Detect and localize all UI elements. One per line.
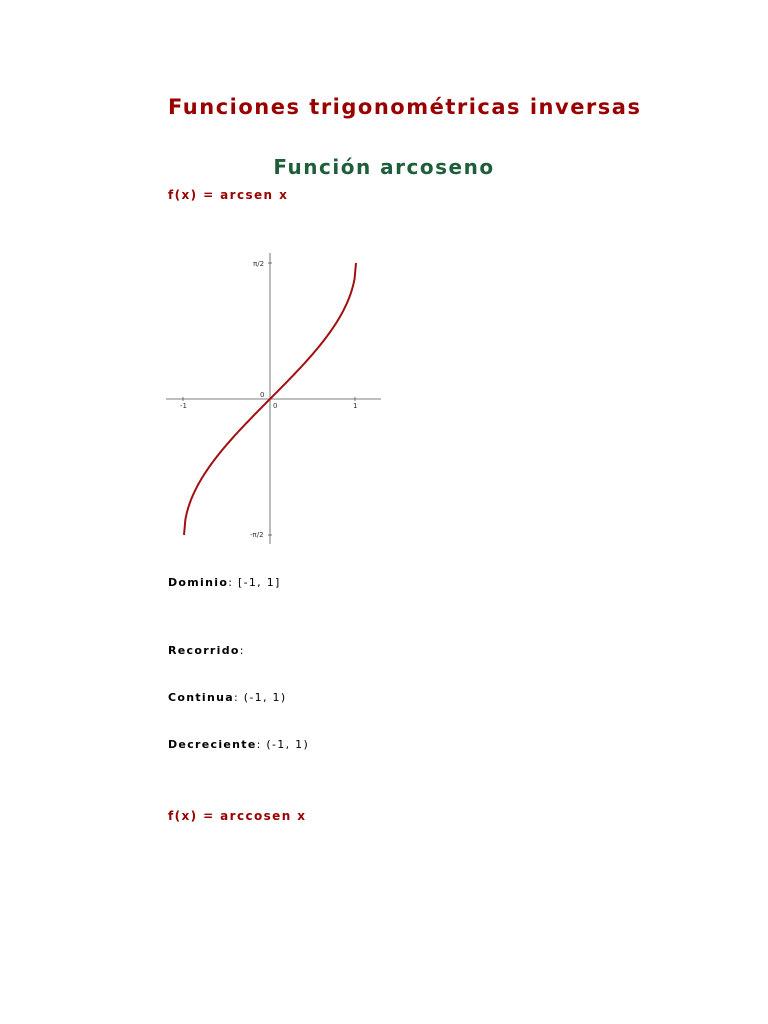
x-tick-label: 1 — [353, 402, 358, 410]
y-tick-label: -π/2 — [250, 531, 264, 539]
prop-continua — [168, 691, 286, 704]
y-tick-label: 0 — [260, 391, 265, 399]
section-heading: Función arcoseno — [273, 155, 495, 179]
prop-label: Dominio — [168, 576, 229, 589]
prop-dominio — [168, 576, 281, 589]
prop-value: : — [239, 644, 245, 657]
prop-recorrido — [168, 644, 245, 657]
prop-label: Decreciente — [168, 738, 257, 751]
arcsin-graph — [160, 248, 390, 548]
prop-value: : (-1, 1) — [256, 738, 310, 751]
y-tick-label: π/2 — [253, 260, 265, 268]
prop-decreciente — [168, 738, 309, 751]
x-tick-label: -1 — [180, 402, 187, 410]
formula-arccosen: f(x) = arccosen x — [168, 809, 307, 823]
formula-arcsen: f(x) = arcsen x — [168, 188, 289, 202]
prop-label: Recorrido — [168, 644, 240, 657]
page-title: Funciones trigonométricas inversas — [168, 95, 642, 119]
prop-label: Continua — [168, 691, 234, 704]
prop-value: : (-1, 1) — [233, 691, 287, 704]
prop-value: : [-1, 1] — [228, 576, 281, 589]
x-tick-label: 0 — [273, 402, 278, 410]
